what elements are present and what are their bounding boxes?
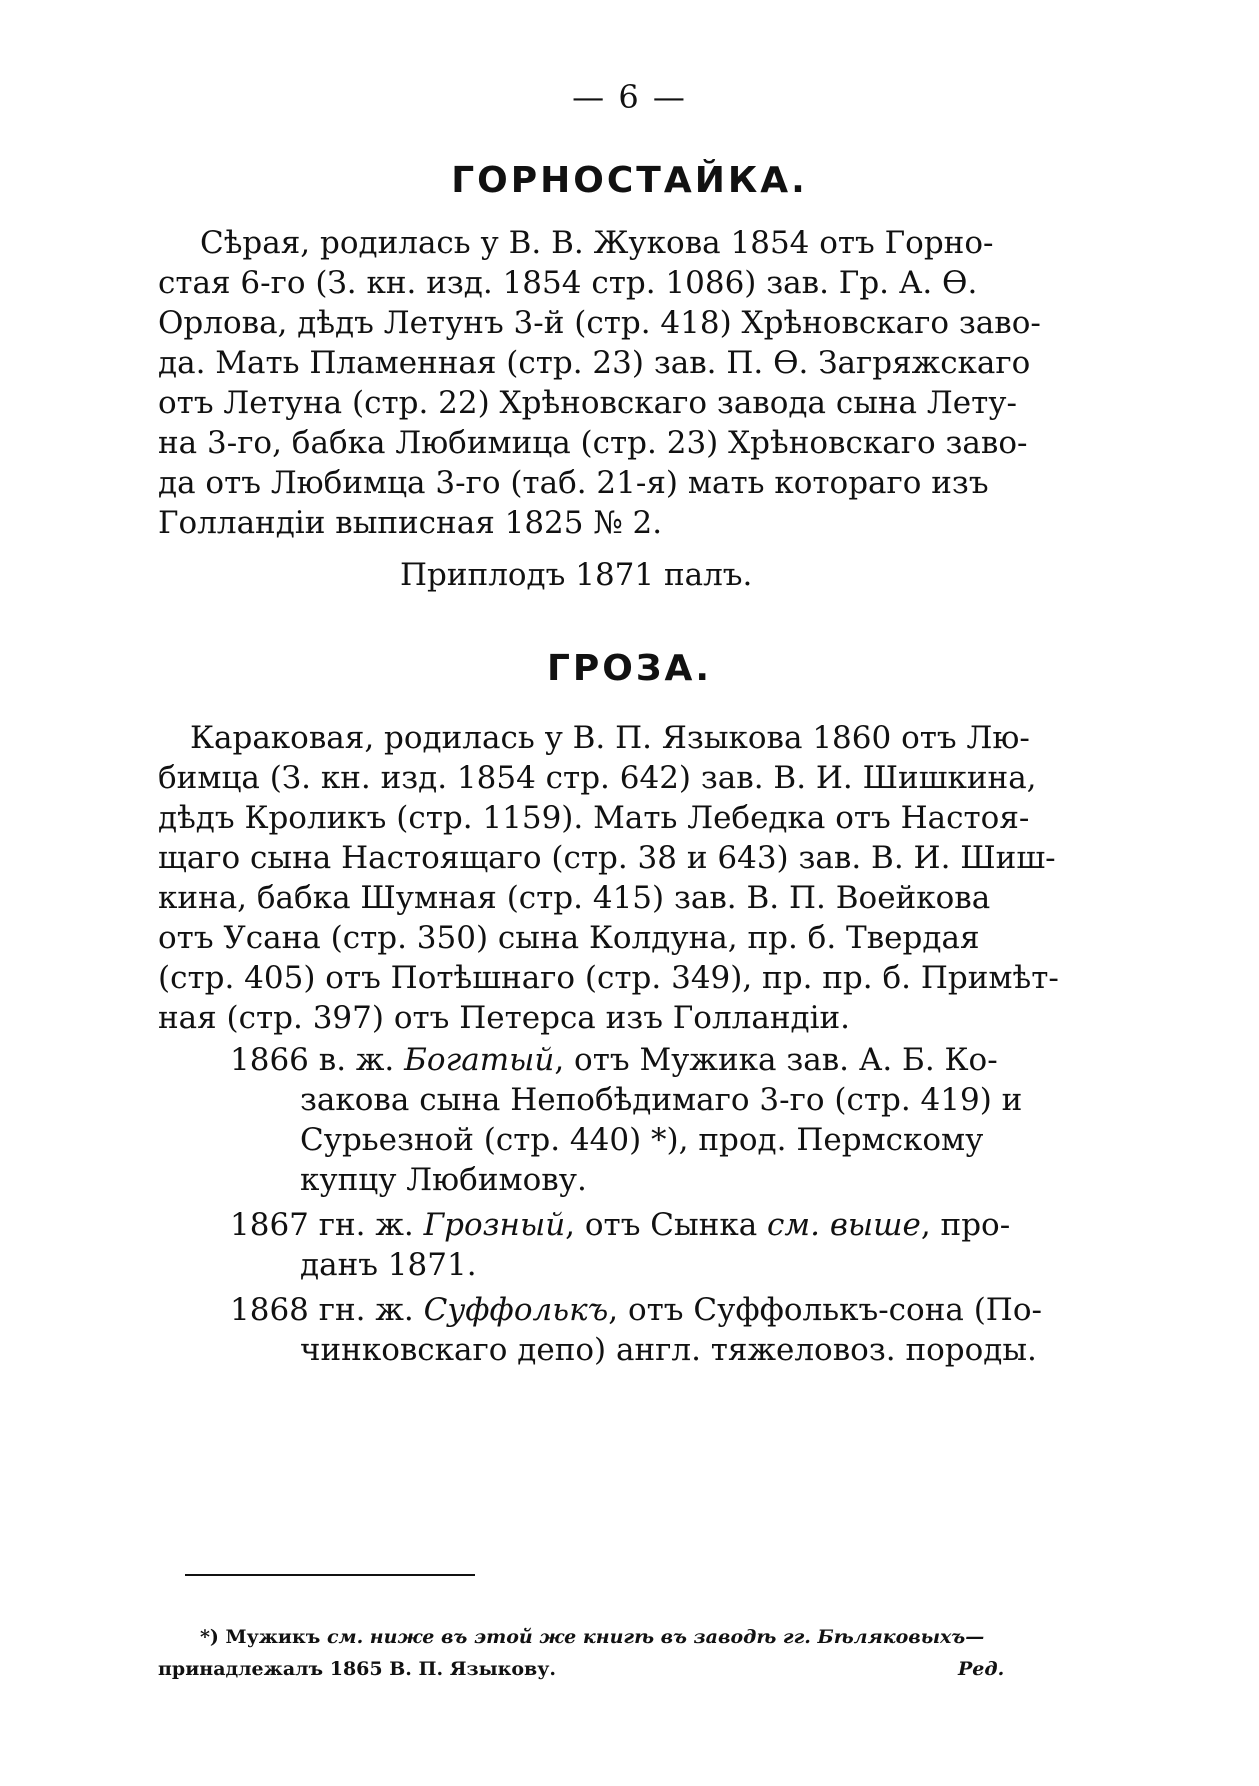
offspring-entry-1867 xyxy=(230,1205,1011,1245)
section-heading-groza: ГРОЗА. xyxy=(546,648,713,689)
text-line: стая 6-го (З. кн. изд. 1854 стр. 1086) зав. Гр. А. Ѳ. xyxy=(158,265,978,301)
offspring-year: 1866 в. ж. xyxy=(230,1042,395,1078)
section-heading-gornostaika: ГОРНОСТАЙКА. xyxy=(451,160,808,201)
text-line: закова сына Непобѣдимаго 3-го (стр. 419) и xyxy=(300,1082,1023,1118)
offspring-name: Богатый xyxy=(404,1042,555,1078)
text-line: бимца (З. кн. изд. 1854 стр. 642) зав. В. И. Шишкина, xyxy=(158,760,1037,796)
text-line: на 3-го, бабка Любимица (стр. 23) Хрѣновскаго заво- xyxy=(158,425,1028,461)
text-line: да. Мать Пламенная (стр. 23) зав. П. Ѳ. Загряжскаго xyxy=(158,345,1031,381)
text-line: Сурьезной (стр. 440) *), прод. Пермскому xyxy=(300,1122,984,1158)
page-number: — 6 — xyxy=(572,78,687,116)
offspring-name: Грозный xyxy=(423,1207,566,1243)
text-line: да отъ Любимца 3-го (таб. 21-я) мать котораго изъ xyxy=(158,465,989,501)
footnote-italic: см. ниже въ этой же книгѣ въ заводѣ гг. Бѣляковыхъ— xyxy=(326,1626,985,1648)
footnote-line-1 xyxy=(200,1625,984,1649)
offspring-entry-1868 xyxy=(230,1290,1042,1330)
offspring-desc: , про- xyxy=(920,1207,1011,1243)
text-line: отъ Усана (стр. 350) сына Колдуна, пр. б. Твердая xyxy=(158,920,980,956)
offspring-note: Приплодъ 1871 палъ. xyxy=(400,557,753,593)
offspring-desc: , отъ Сынка xyxy=(565,1207,768,1243)
text-line: кина, бабка Шумная (стр. 415) зав. В. П. Воейкова xyxy=(158,880,991,916)
text-line: чинковскаго депо) англ. тяжеловоз. породы. xyxy=(300,1332,1037,1368)
text-line: щаго сына Настоящаго (стр. 38 и 643) зав. В. И. Шиш- xyxy=(158,840,1056,876)
footnote-signature: Ред. xyxy=(958,1658,1005,1680)
text-line: ная (стр. 397) отъ Петерса изъ Голландіи. xyxy=(158,1000,851,1036)
text-line: отъ Летуна (стр. 22) Хрѣновскаго завода сына Лету- xyxy=(158,385,1017,421)
offspring-entry-1866 xyxy=(230,1040,998,1080)
offspring-name: Суффолькъ xyxy=(423,1292,609,1328)
text-line: данъ 1871. xyxy=(300,1247,477,1283)
offspring-year: 1868 гн. ж. xyxy=(230,1292,414,1328)
text-line: Орлова, дѣдъ Летунъ 3-й (стр. 418) Хрѣновскаго заво- xyxy=(158,305,1041,341)
text-line: Голландіи выписная 1825 № 2. xyxy=(158,505,663,541)
text-line: дѣдъ Кроликъ (стр. 1159). Мать Лебедка отъ Настоя- xyxy=(158,800,1030,836)
cross-reference: см. выше xyxy=(767,1207,921,1243)
text-line: (стр. 405) отъ Потѣшнаго (стр. 349), пр. пр. б. Примѣт- xyxy=(158,960,1059,996)
text-line: Караковая, родилась у В. П. Языкова 1860 отъ Лю- xyxy=(190,720,1030,756)
text-line: купцу Любимову. xyxy=(300,1162,587,1198)
offspring-desc: , отъ Мужика зав. А. Б. Ко- xyxy=(554,1042,998,1078)
text-line: Сѣрая, родилась у В. В. Жукова 1854 отъ Горно- xyxy=(200,225,994,261)
footnote-line-2: принадлежалъ 1865 В. П. Языкову. xyxy=(158,1658,556,1680)
footnote-text: Мужикъ xyxy=(218,1626,327,1648)
offspring-desc: , отъ Суффолькъ-сона (По- xyxy=(608,1292,1042,1328)
footnote-divider xyxy=(185,1574,475,1576)
offspring-year: 1867 гн. ж. xyxy=(230,1207,414,1243)
footnote-mark: *) xyxy=(200,1626,219,1648)
